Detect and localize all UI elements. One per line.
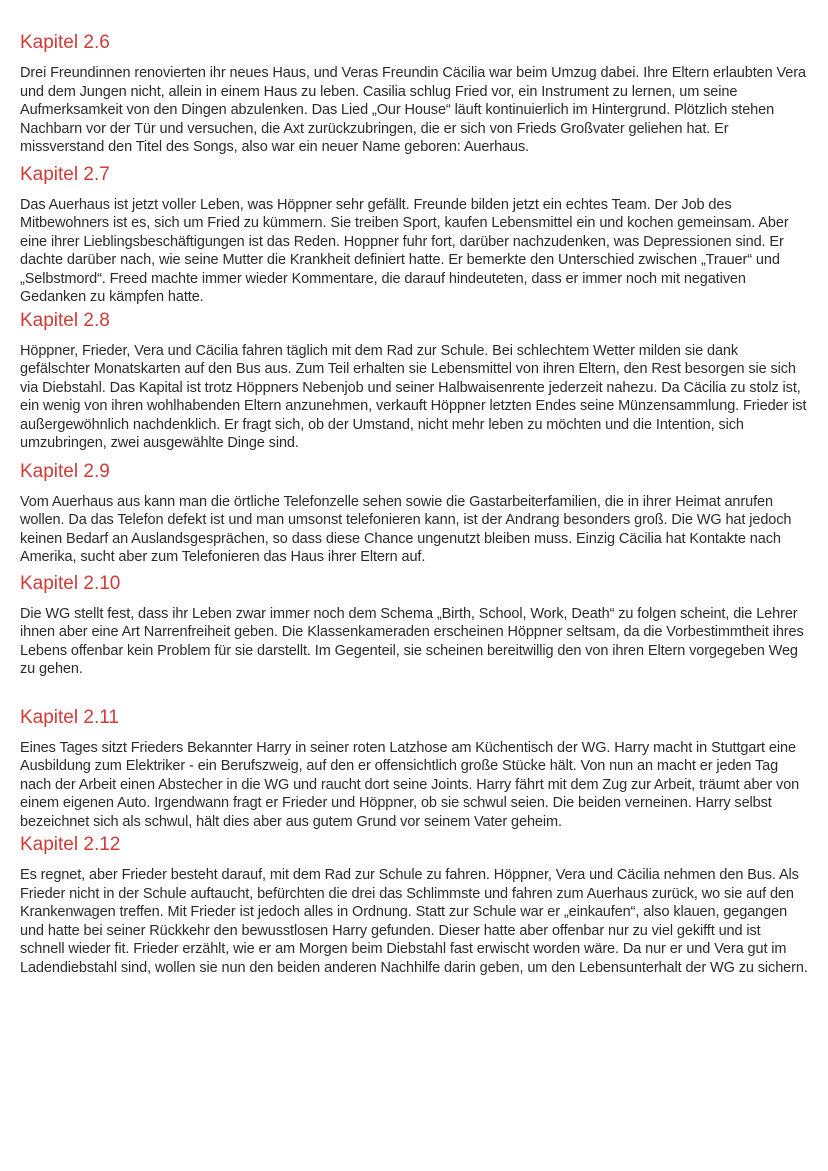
chapter-section-2-11 [20,705,808,832]
chapter-section-2-7 [20,162,808,307]
chapter-paragraph: Drei Freundinnen renovierten ihr neues Haus, und Veras Freundin Cäcilia war beim Umzug dabei. Ihre Eltern erlaubten Vera und dem Jungen nicht, allein in einem Haus zu leben. Casilia schlug Fried vor, ein Instrument zu lernen, um seine Aufmerksamkeit von den Dingen abzulenken. Das Lied „Our House“ läuft kontinuierlich im Hintergrund. Plötzlich stehen Nachbarn vor der Tür und versuchen, die Axt zurückzubringen, die er sich von Frieds Großvater geliehen hat. Er missverstand den Titel des Songs, also war ein neuer Name geboren: Auerhaus. [20,65,806,155]
chapter-section-2-6 [20,30,808,157]
chapter-section-2-12 [20,832,808,977]
chapter-heading: Kapitel 2.6 [20,32,110,53]
chapter-heading: Kapitel 2.10 [20,572,121,594]
chapter-heading: Kapitel 2.7 [20,163,110,185]
chapter-heading: Kapitel 2.8 [20,309,110,331]
chapter-paragraph: Eines Tages sitzt Frieders Bekannter Harry in seiner roten Latzhose am Küchentisch der WG. Harry macht in Stuttgart eine Ausbildung zum Elektriker - ein Berufszweig, auf den er offensichtlich große Stücke hält. Von nun an macht er jeden Tag nach der Arbeit einen Abstecher in die WG und raucht dort seine Joints. Harry fährt mit dem Zug zur Arbeit, träumt aber von einem eigenen Auto. Irgendwann fragt er Frieder und Höppner, ob sie schwul seien. Die beiden verneinen. Harry selbst bezeichnet sich als schwul, hält dies aber aus gutem Grund vor seinem Vater geheim. [20,739,800,830]
chapter-heading: Kapitel 2.12 [20,834,121,855]
chapter-heading: Kapitel 2.9 [20,460,110,482]
chapter-paragraph: Das Auerhaus ist jetzt voller Leben, was Höppner sehr gefällt. Freunde bilden jetzt ein echtes Team. Der Job des Mitbewohners ist es, sich um Fried zu kümmern. Sie treiben Sport, kaufen Lebensmittel ein und kochen gemeinsam. Aber eine ihrer Lieblingsbeschäftigungen ist das Reden. Hoppner fuhr fort, darüber nachzudenken, was Depressionen sind. Er dachte darüber nach, wie seine Mutter die Krankheit definiert hatte. Er bemerkte den Unterschied zwischen „Trauer“ und „Selbstmord“. Freed machte immer wieder Kommentare, die darauf hindeuteten, dass er immer noch mit negativen Gedanken zu kämpfen hatte. [20,196,789,305]
chapter-paragraph: Höppner, Frieder, Vera und Cäcilia fahren täglich mit dem Rad zur Schule. Bei schlechtem Wetter milden sie dank gefälschter Monatskarten auf den Bus aus. Zum Teil erhalten sie Lebensmittel von ihren Eltern, den Rest besorgen sie sich via Diebstahl. Das Kapital ist trotz Höppners Nebenjob und seiner Halbwaisenrente jederzeit nahezu. Da Cäcilia zu stolz ist, ein wenig von ihren wohlhabenden Eltern anzunehmen, verkauft Höppner letzten Endes seine Münzensammlung. Frieder ist außergewöhnlich nachdenklich. Er fragt sich, ob der Umstand, nicht mehr leben zu möchten und die Intention, sich umzubringen, zwei ausgewählte Dinge sind. [20,342,807,451]
chapter-paragraph: Es regnet, aber Frieder besteht darauf, mit dem Rad zur Schule zu fahren. Höppner, Vera und Cäcilia nehmen den Bus. Als Frieder nicht in der Schule auftaucht, befürchten die drei das Schlimmste und fahren zum Auerhaus zurück, wo sie auf den Krankenwagen treffen. Mit Frieder ist jedoch alles in Ordnung. Statt zur Schule war er „einkaufen“, also klauen, gegangen und hatte bei seiner Rückkehr den bewusstlosen Harry gefunden. Dieser hatte aber offenbar nur zu viel gekifft und ist schnell wieder fit. Frieder erzählt, wie er am Morgen beim Diebstahl fast erwischt worden wäre. Da nur er und Vera gut im Ladendiebstahl sind, wollen sie nun den beiden anderen Nachhilfe darin geben, um den Lebensunterhalt der WG zu sichern. [20,867,808,976]
chapter-section-2-8 [20,308,808,453]
chapter-section-2-10 [20,571,808,679]
chapter-paragraph: Die WG stellt fest, dass ihr Leben zwar immer noch dem Schema „Birth, School, Work, Death“ zu folgen scheint, die Lehrer ihnen aber eine Art Narrenfreiheit geben. Die Klassenkameraden erscheinen Höppner seltsam, da die Vorbestimmtheit ihres Lebens offenbar kein Problem für sie darstellt. Im Gegenteil, sie scheinen bereitwillig den von ihren Eltern vorgegeben Weg zu gehen. [20,605,804,677]
chapter-paragraph: Vom Auerhaus aus kann man die örtliche Telefonzelle sehen sowie die Gastarbeiterfamilien, die in ihrer Heimat anrufen wollen. Da das Telefon defekt ist und man umsonst telefonieren kann, ist der Andrang besonders groß. Die WG hat jedoch keinen Bedarf an Auslandsgesprächen, so dass diese Chance ungenutzt bleiben muss. Einzig Cäcilia hat Kontakte nach Amerika, sucht aber zum Telefonieren das Haus ihrer Eltern auf. [20,493,792,565]
chapter-section-2-9 [20,459,808,567]
chapter-heading: Kapitel 2.11 [20,706,119,728]
